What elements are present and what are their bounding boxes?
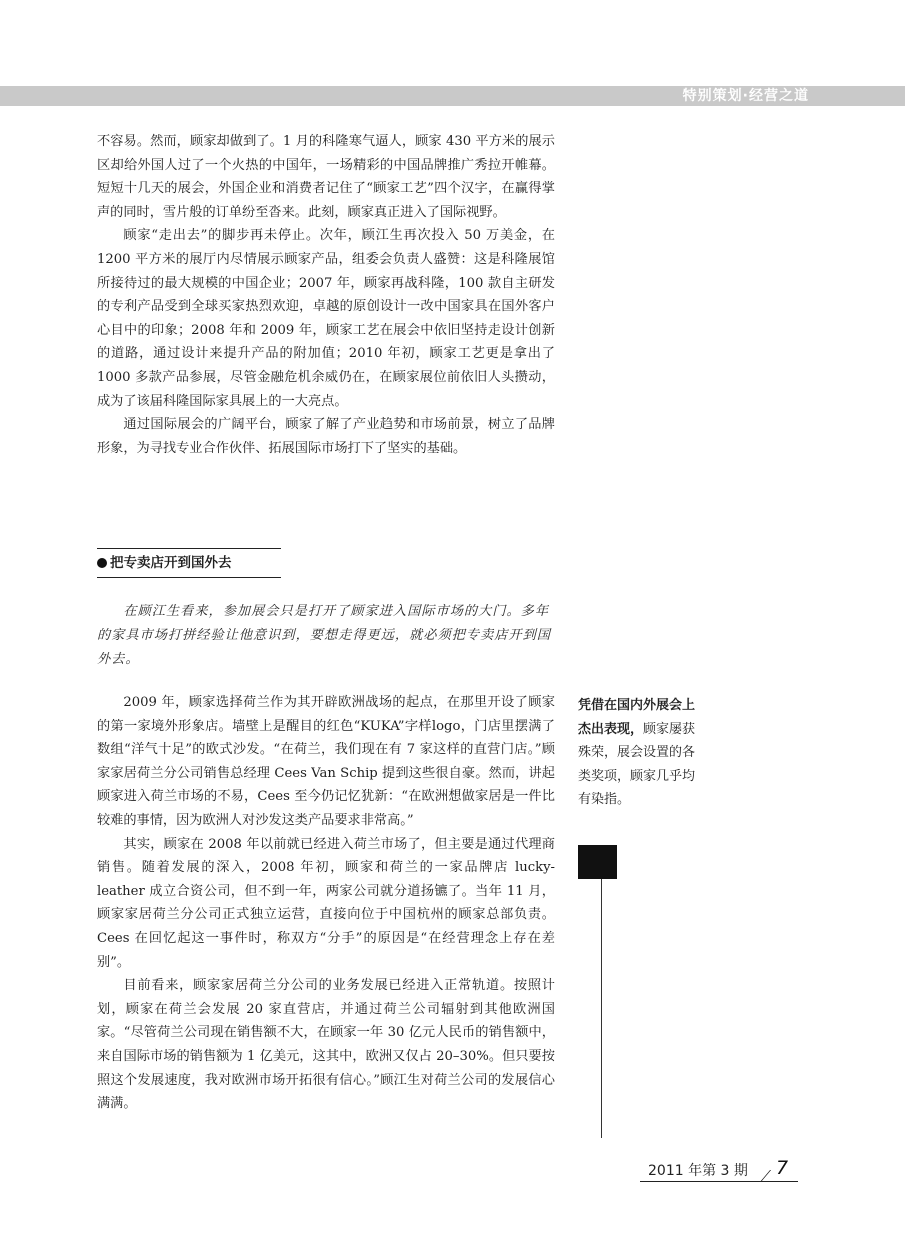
bullet-icon xyxy=(97,558,107,568)
footer-rule xyxy=(640,1181,798,1182)
paragraph: 目前看来，顾家家居荷兰分公司的业务发展已经进入正常轨道。按照计划，顾家在荷兰会发展 20 家直营店，并通过荷兰公司辐射到其他欧洲国家。“尽管荷兰公司现在销售额不大，在顾家一年 30 亿元人民币的销售额中，来自国际市场的销售额为 1 亿美元，这其中，欧洲又仅占 20–30%。但只要按照这个发展速度，我对欧洲市场开拓很有信心。”顾江生对荷兰公司的发展信心满满。 xyxy=(97,978,555,1112)
page-number: 7 xyxy=(776,1157,789,1179)
lead-paragraph xyxy=(97,600,555,672)
paragraph: 其实，顾家在 2008 年以前就已经进入荷兰市场了，但主要是通过代理商销售。随着发展的深入，2008 年初，顾家和荷兰的一家品牌店 lucky-leather 成立合资公司，但不到一年，两家公司就分道扬镳了。当年 11 月，顾家家居荷兰分公司正式独立运营，直接向位于中国杭州的顾家总部负责。Cees 在回忆起这一事件时，称双方“分手”的原因是“在经营理念上存在差别”。 xyxy=(97,836,555,970)
paragraph: 不容易。然而，顾家却做到了。1 月的科隆寒气逼人，顾家 430 平方米的展示区却给外国人过了一个火热的中国年，一场精彩的中国品牌推广秀拉开帷幕。短短十几天的展会，外国企业和消费者记住了“顾家工艺”四个汉字，在赢得掌声的同时，雪片般的订单纷至沓来。此刻，顾家真正进入了国际视野。 xyxy=(97,134,555,220)
pull-quote xyxy=(578,694,696,812)
section-heading-text: 把专卖店开到国外去 xyxy=(110,555,232,571)
section-heading xyxy=(97,548,281,578)
pull-quote-bold: 凭借在国内外展会上杰出表现， xyxy=(578,698,696,737)
pull-quote-rule xyxy=(601,879,602,1138)
article-body-top xyxy=(97,130,555,460)
paragraph: 2009 年，顾家选择荷兰作为其开辟欧洲战场的起点，在那里开设了顾家的第一家境外形象店。墙壁上是醒目的红色“KUKA”字样logo，门店里摆满了数组“洋气十足”的欧式沙发。“在荷兰，我们现在有 7 家这样的直营门店。”顾家家居荷兰分公司销售总经理 Cees Van Schip 提到这些很自豪。然而，讲起顾家进入荷兰市场的不易，Cees 至今仍记忆犹新：“在欧洲想做家居是一件比较难的事情，因为欧洲人对沙发这类产品要求非常高。” xyxy=(97,695,555,828)
pull-quote-text: 顾家屡获殊荣，展会设置的各类奖项，顾家几乎均有染指。 xyxy=(578,721,696,807)
header-band xyxy=(0,86,905,106)
article-body-bottom xyxy=(97,691,555,1116)
paragraph: 通过国际展会的广阔平台，顾家了解了产业趋势和市场前景，树立了品牌形象，为寻找专业合作伙伴、拓展国际市场打下了坚实的基础。 xyxy=(97,417,555,456)
paragraph: 顾家“走出去”的脚步再未停止。次年，顾江生再次投入 50 万美金，在 1200 平方米的展厅内尽情展示顾家产品，组委会负责人盛赞：这是科隆展馆所接待过的最大规模的中国企业；2007 年，顾家再战科隆，100 款自主研发的专利产品受到全球买家热烈欢迎，卓越的原创设计一改中国家具在国外客户心目中的印象；2008 年和 2009 年，顾家工艺在展会中依旧坚持走设计创新的道路，通过设计来提升产品的附加值；2010 年初，顾家工艺更是拿出了 1000 多款产品参展，尽管金融危机余威仍在，在顾家展位前依旧人头攒动，成为了该届科隆国际家具展上的一大亮点。 xyxy=(97,228,555,409)
section-title: 特别策划·经营之道 xyxy=(682,88,809,104)
lead-text: 在顾江生看来，参加展会只是打开了顾家进入国际市场的大门。多年的家具市场打拼经验让他意识到，要想走得更远，就必须把专卖店开到国外去。 xyxy=(97,604,551,667)
pull-quote-block xyxy=(578,845,617,879)
issue-label: 2011 年第 3 期 xyxy=(648,1163,748,1179)
